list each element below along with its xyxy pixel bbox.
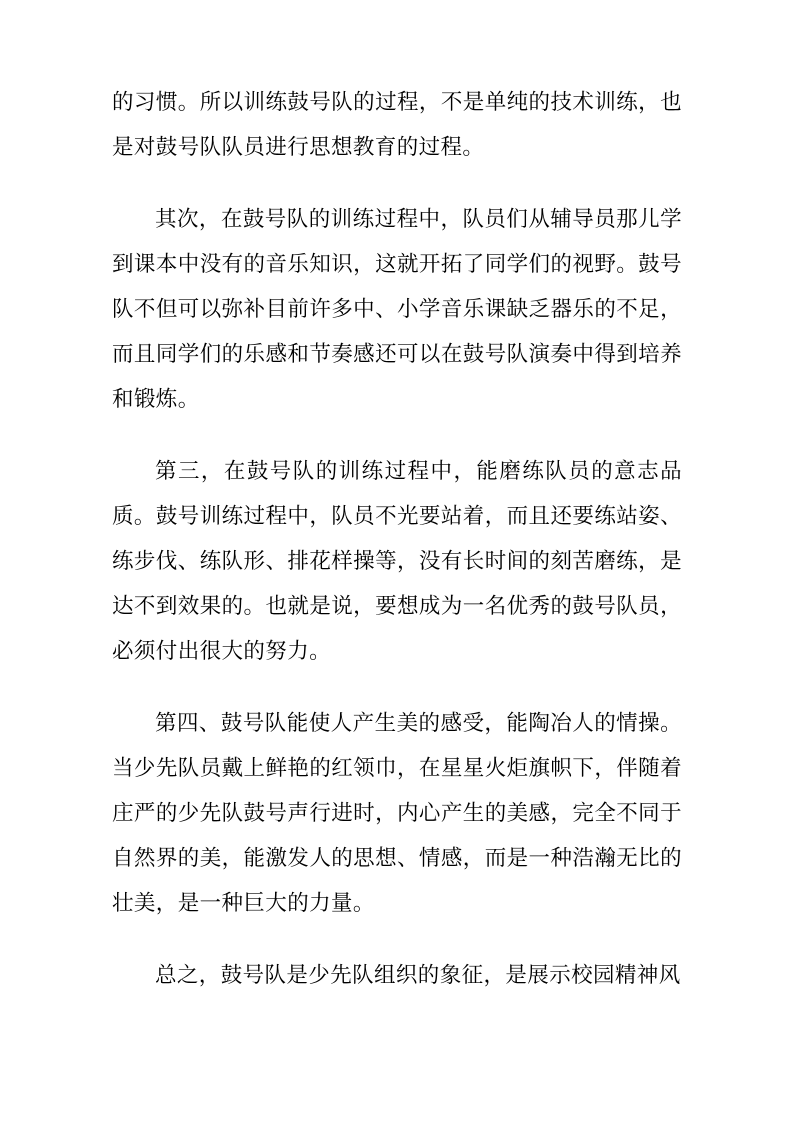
paragraph: 第三，在鼓号队的训练过程中，能磨练队员的意志品质。鼓号训练过程中，队员不光要站着，而且还要练站姿、练步伐、练队形、排花样操等，没有长时间的刻苦磨练，是达不到效果的。也就是说，要想成为一名优秀的鼓号队员，必须付出很大的努力。 <box>112 459 682 664</box>
paragraph: 第四、鼓号队能使人产生美的感受，能陶冶人的情操。当少先队员戴上鲜艳的红领巾，在星星火炬旗帜下，伴随着庄严的少先队鼓号声行进时，内心产生的美感，完全不同于自然界的美，能激发人的思想、情感，而是一种浩瀚无比的壮美，是一种巨大的力量。 <box>112 711 682 916</box>
paragraph: 总之，鼓号队是少先队组织的象征，是展示校园精神风 <box>155 963 681 988</box>
paragraph: 的习惯。所以训练鼓号队的过程，不是单纯的技术训练，也是对鼓号队队员进行思想教育的过程。 <box>112 90 682 160</box>
document-body <box>112 80 682 998</box>
paragraph: 其次，在鼓号队的训练过程中，队员们从辅导员那儿学到课本中没有的音乐知识，这就开拓了同学们的视野。鼓号队不但可以弥补目前许多中、小学音乐课缺乏器乐的不足，而且同学们的乐感和节奏感还可以在鼓号队演奏中得到培养和锻炼。 <box>112 207 682 412</box>
